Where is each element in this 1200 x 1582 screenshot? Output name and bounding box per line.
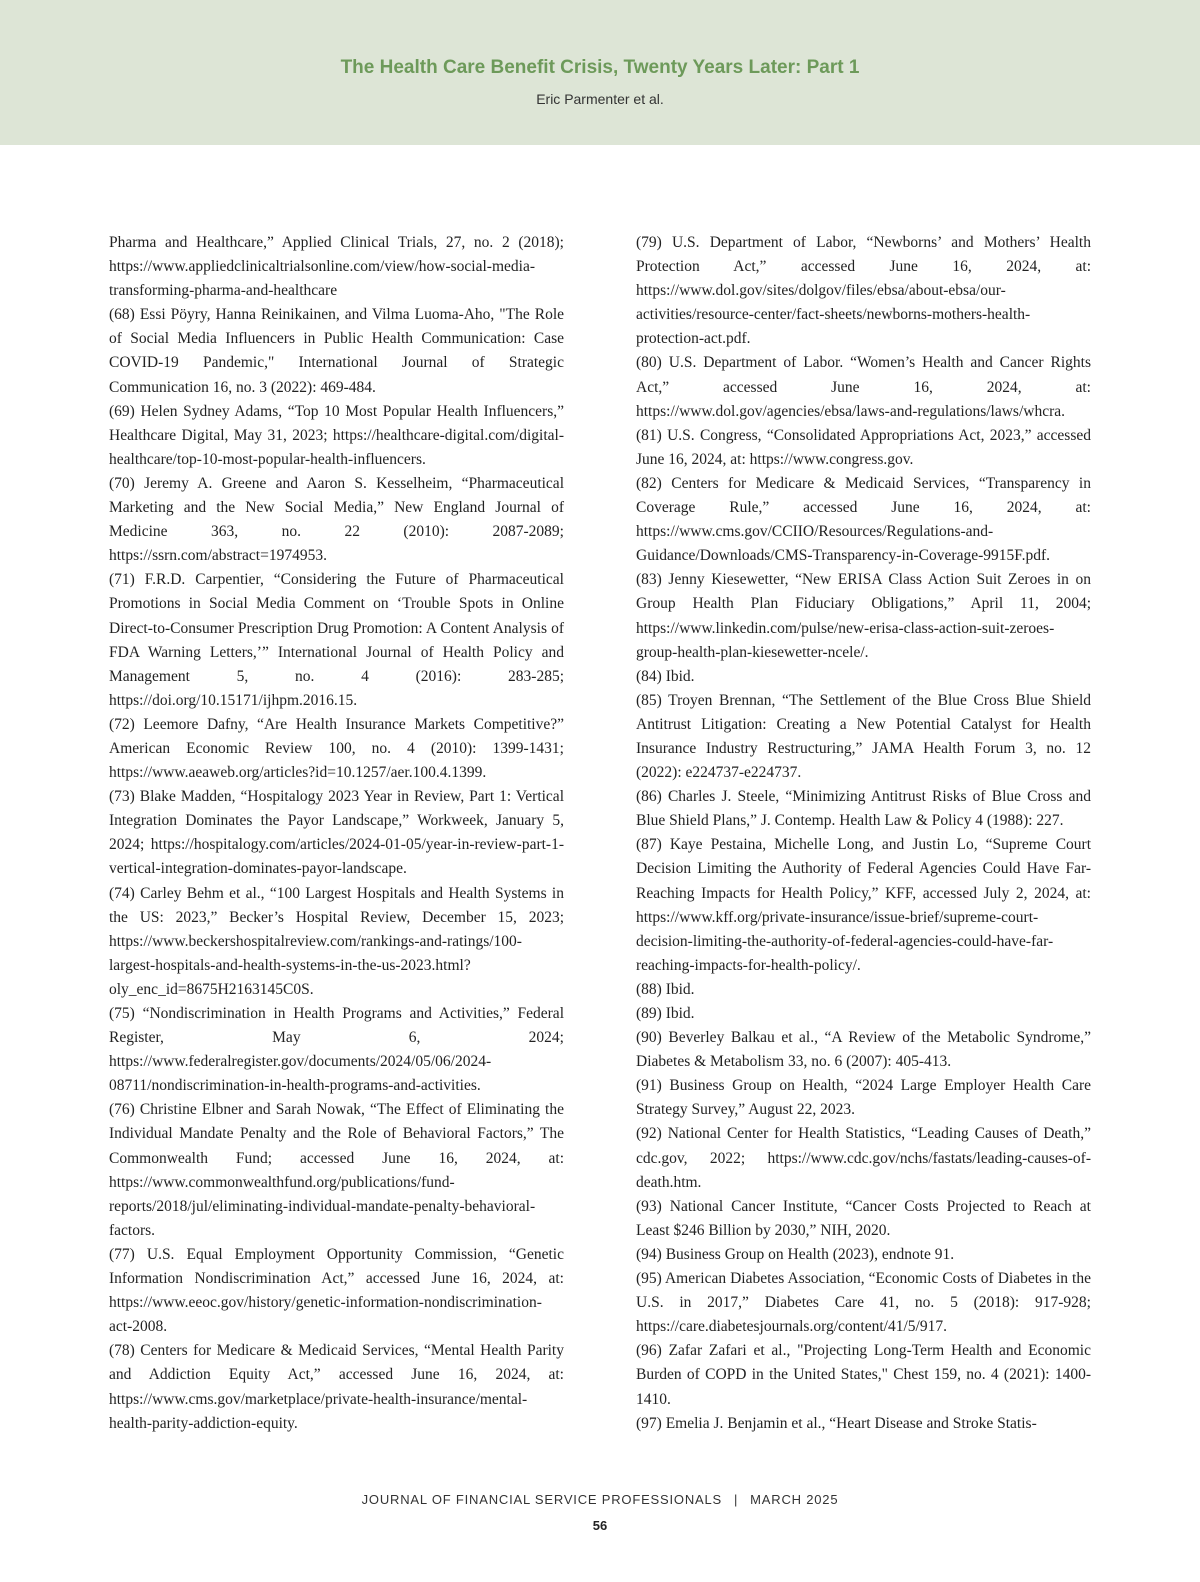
article-authors: Eric Parmenter et al. [536,91,664,107]
endnote-83: (83) Jenny Kiesewetter, “New ERISA Class Action Suit Zeroes in on Group Health Plan Fiduciary Obligations,” April 11, 2004; https://www.linkedin.com/pulse/new-erisa-class-action-suit-zeroes-group-health-plan-kiesewetter-ncele/. [636,571,1091,661]
endnote-86: (86) Charles J. Steele, “Minimizing Antitrust Risks of Blue Cross and Blue Shield Plans,” J. Contemp. Health Law & Policy 4 (1988): 227. [636,788,1091,830]
endnote-92: (92) National Center for Health Statistics, “Leading Causes of Death,” cdc.gov, 2022; https://www.cdc.gov/nchs/fastats/leading-causes-of-death.htm. [636,1125,1091,1191]
page-number: 56 [592,1518,608,1533]
page-header [0,0,1200,145]
endnote-84: (84) Ibid. [636,667,695,685]
endnote-74: (74) Carley Behm et al., “100 Largest Hospitals and Health Systems in the US: 2023,” Becker’s Hospital Review, December 15, 2023; https://www.beckershospitalreview.com/rankings-and-ratings/100-largest-hospitals-and-health-systems-in-the-us-2023.html?oly_enc_id=8675H2163145C0S. [109,884,564,998]
endnote-90: (90) Beverley Balkau et al., “A Review of the Metabolic Syndrome,” Diabetes & Metabolism 33, no. 6 (2007): 405-413. [636,1029,1091,1071]
article-title: The Health Care Benefit Crisis, Twenty Years Later: Part 1 [340,57,860,78]
endnote-75: (75) “Nondiscrimination in Health Programs and Activities,” Federal Register, May 6, 2024; https://www.federalregister.gov/documents/2024/05/06/2024-08711/nondiscrimination-in-health-programs-and-activities. [109,1005,564,1095]
endnote-87: (87) Kaye Pestaina, Michelle Long, and Justin Lo, “Supreme Court Decision Limiting the Authority of Federal Agencies Could Have Far-Reaching Impacts for Health Policy,” KFF, accessed July 2, 2024, at: https://www.kff.org/private-insurance/issue-brief/supreme-court-decision-limiting-the-authority-of-federal-agencies-could-have-far-reaching-impacts-for-health-policy/. [636,836,1091,974]
footer-separator: | [733,1492,739,1507]
endnote-95: (95) American Diabetes Association, “Economic Costs of Diabetes in the U.S. in 2017,” Diabetes Care 41, no. 5 (2018): 917-928; https://care.diabetesjournals.org/content/41/5/917. [636,1270,1091,1336]
page-footer [0,1492,1200,1507]
endnote-81: (81) U.S. Congress, “Consolidated Appropriations Act, 2023,” accessed June 16, 2024, at: https://www.congress.gov. [636,426,1091,468]
endnote-78: (78) Centers for Medicare & Medicaid Services, “Mental Health Parity and Addiction Equity Act,” accessed June 16, 2024, at: https://www.cms.gov/marketplace/private-health-insurance/mental-health-parity-addiction-equity. [109,1342,564,1432]
issue-date: MARCH 2025 [750,1492,839,1507]
endnote-72: (72) Leemore Dafny, “Are Health Insurance Markets Competitive?” American Economic Review 100, no. 4 (2010): 1399-1431; https://www.aeaweb.org/articles?id=10.1257/aer.100.4.1399. [109,715,564,782]
endnote-69: (69) Helen Sydney Adams, “Top 10 Most Popular Health Influencers,” Healthcare Digital, May 31, 2023; https://healthcare-digital.com/digital-healthcare/top-10-most-popular-health-influencers. [109,402,564,468]
endnote-96: (96) Zafar Zafari et al., "Projecting Long-Term Health and Economic Burden of COPD in the United States," Chest 159, no. 4 (2021): 1400-1410. [636,1342,1091,1408]
endnote-89: (89) Ibid. [636,1005,695,1022]
endnote-77: (77) U.S. Equal Employment Opportunity Commission, “Genetic Information Nondiscrimination Act,” accessed June 16, 2024, at: https://www.eeoc.gov/history/genetic-information-nondiscrimination-act-2008. [109,1245,564,1336]
endnote-97: (97) Emelia J. Benjamin et al., “Heart Disease and Stroke Statis- [636,1414,1037,1432]
endnote-67-continued: Pharma and Healthcare,” Applied Clinical Trials, 27, no. 2 (2018); https://www.appliedclinicaltrialsonline.com/view/how-social-media-transforming-pharma-and-healthcare [109,234,564,300]
endnote-76: (76) Christine Elbner and Sarah Nowak, “The Effect of Eliminating the Individual Mandate Penalty and the Role of Behavioral Factors,” The Commonwealth Fund; accessed June 16, 2024, at: https://www.commonwealthfund.org/publications/fund-reports/2018/jul/eliminating-individual-mandate-penalty-behavioral-factors. [109,1101,564,1239]
endnote-70: (70) Jeremy A. Greene and Aaron S. Kesselheim, “Pharmaceutical Marketing and the New Social Media,” New England Journal of Medicine 363, no. 22 (2010): 2087-2089; https://ssrn.com/abstract=1974953. [109,474,564,565]
endnote-85: (85) Troyen Brennan, “The Settlement of the Blue Cross Blue Shield Antitrust Litigation: Creating a New Potential Catalyst for Health Insurance Industry Restructuring,” JAMA Health Forum 3, no. 12 (2022): e224737-e224737. [636,691,1091,782]
endnotes-right-column [636,231,1091,1436]
endnote-93: (93) National Cancer Institute, “Cancer Costs Projected to Reach at Least $246 Billion by 2030,” NIH, 2020. [636,1197,1091,1239]
endnote-73: (73) Blake Madden, “Hospitalogy 2023 Year in Review, Part 1: Vertical Integration Dominates the Payor Landscape,” Workweek, January 5, 2024; https://hospitalogy.com/articles/2024-01-05/year-in-review-part-1-vertical-integration-dominates-payor-landscape. [109,788,564,878]
endnote-82: (82) Centers for Medicare & Medicaid Services, “Transparency in Coverage Rule,” accessed June 16, 2024, at: https://www.cms.gov/CCIIO/Resources/Regulations-and-Guidance/Downloads/CMS-Transparency-in-Coverage-9915F.pdf. [636,474,1091,565]
endnotes-left-column [109,231,564,1436]
endnote-88: (88) Ibid. [636,980,695,998]
endnote-68: (68) Essi Pöyry, Hanna Reinikainen, and Vilma Luoma-Aho, "The Role of Social Media Influencers in Public Health Communication: Case COVID-19 Pandemic," International Journal of Strategic Communication 16, no. 3 (2022): 469-484. [109,306,564,396]
endnote-80: (80) U.S. Department of Labor. “Women’s Health and Cancer Rights Act,” accessed June 16, 2024, at: https://www.dol.gov/agencies/ebsa/laws-and-regulations/laws/whcra. [636,354,1091,420]
endnote-71: (71) F.R.D. Carpentier, “Considering the Future of Pharmaceutical Promotions in Social Media Comment on ‘Trouble Spots in Online Direct-to-Consumer Prescription Drug Promotion: A Content Analysis of FDA Warning Letters,’” International Journal of Health Policy and Management 5, no. 4 (2016): 283-285; https://doi.org/10.15171/ijhpm.2016.15. [109,571,564,709]
endnote-94: (94) Business Group on Health (2023), endnote 91. [636,1245,955,1263]
journal-name: JOURNAL OF FINANCIAL SERVICE PROFESSIONALS [361,1492,722,1507]
endnote-91: (91) Business Group on Health, “2024 Large Employer Health Care Strategy Survey,” August 22, 2023. [636,1077,1091,1119]
endnote-79: (79) U.S. Department of Labor, “Newborns’ and Mothers’ Health Protection Act,” accessed June 16, 2024, at: https://www.dol.gov/sites/dolgov/files/ebsa/about-ebsa/our-activities/resource-center/fact-sheets/newborns-mothers-health-protection-act.pdf. [636,234,1091,348]
